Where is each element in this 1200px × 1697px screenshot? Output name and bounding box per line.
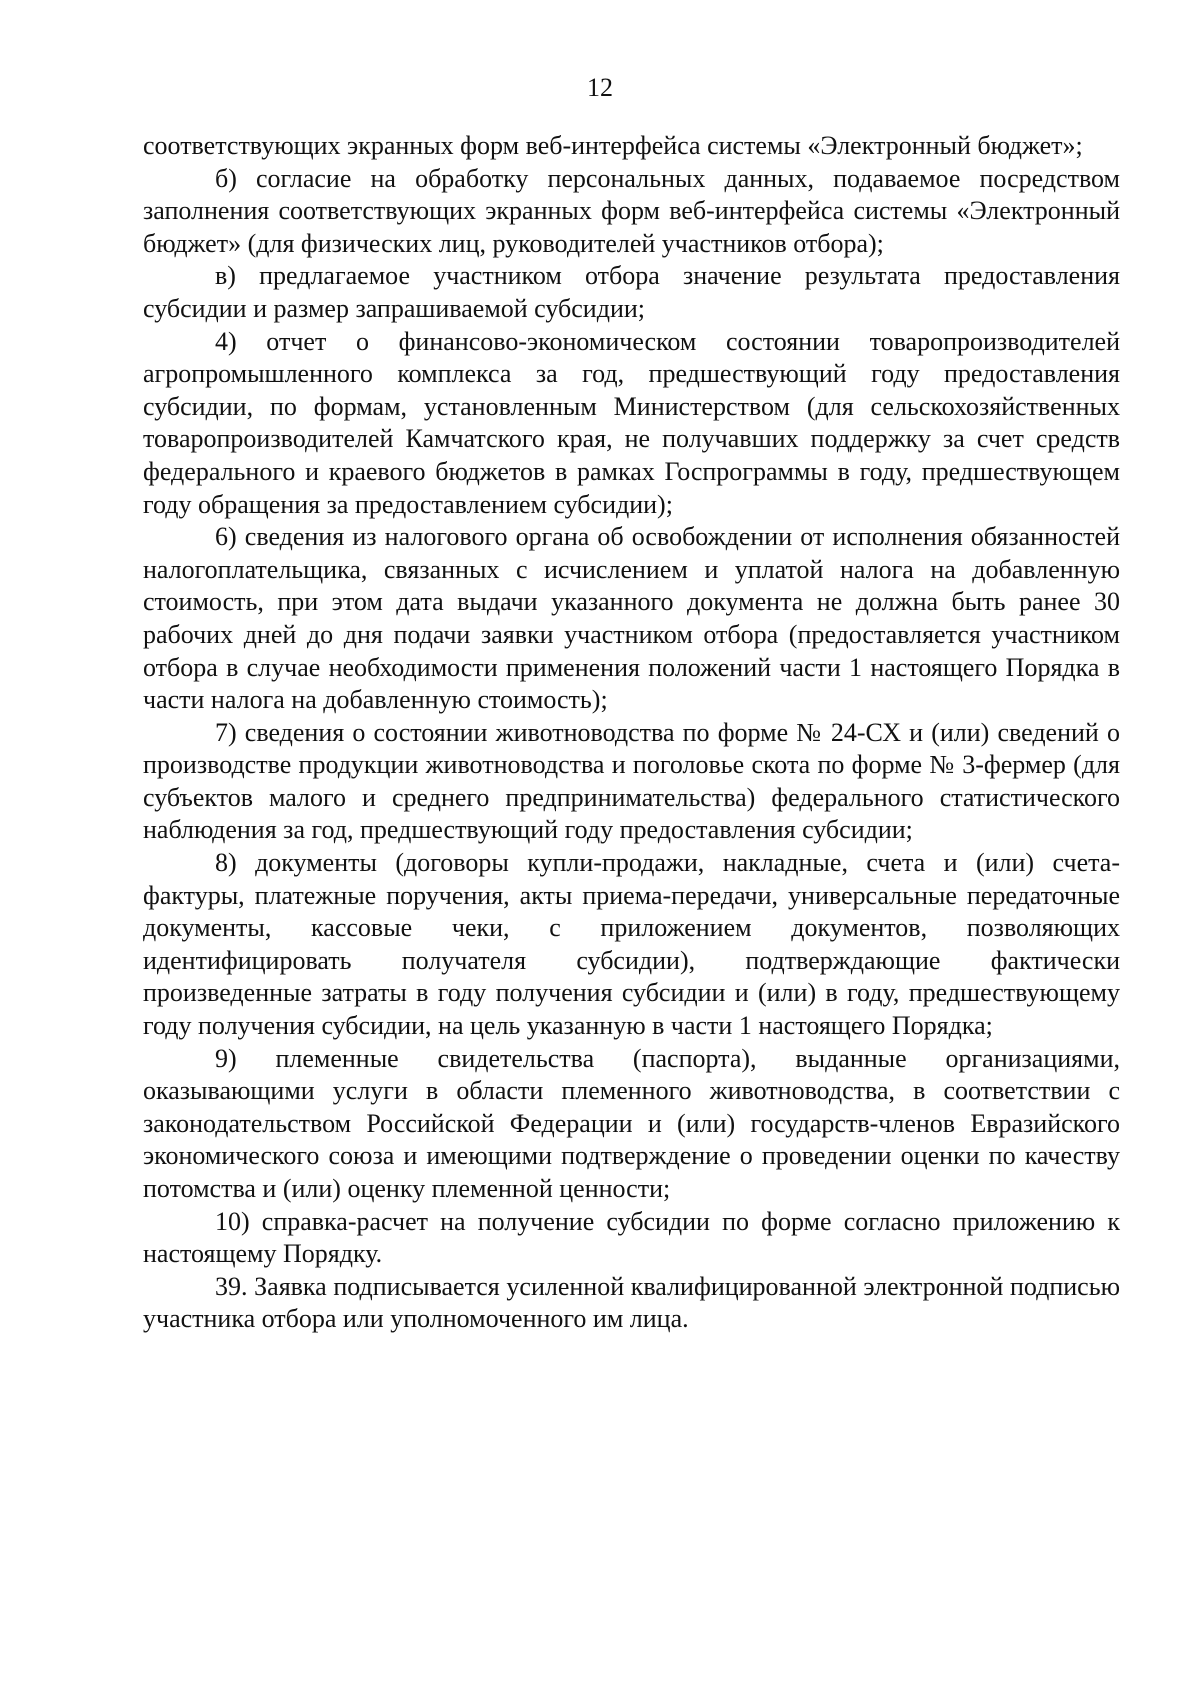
- paragraph-item-6: 6) сведения из налогового органа об освобождении от исполнения обязанностей налогоплательщика, связанных с исчислением и уплатой налога на добавленную стоимость, при этом дата выдачи указанного документа не должна быть ранее 30 рабочих дней до дня подачи заявки участником отбора (предоставляется участником отбора в случае необходимости применения положений части 1 настоящего Порядка в части налога на добавленную стоимость);: [143, 522, 1120, 715]
- paragraph-item-7: 7) сведения о состоянии животноводства по форме № 24-СХ и (или) сведений о производстве продукции животноводства и поголовье скота по форме № 3-фермер (для субъектов малого и среднего предпринимательства) федерального статистического наблюдения за год, предшествующий году предоставления субсидии;: [143, 717, 1120, 845]
- document-body: [143, 130, 1120, 1336]
- paragraph-item-v: в) предлагаемое участником отбора значение результата предоставления субсидии и размер запрашиваемой субсидии;: [143, 261, 1120, 323]
- paragraph-item-10: 10) справка-расчет на получение субсидии по форме согласно приложению к настоящему Порядку.: [143, 1206, 1120, 1269]
- paragraph-item-9: 9) племенные свидетельства (паспорта), выданные организациями, оказывающими услуги в области племенного животноводства, в соответствии с законодательством Российской Федерации и (или) государств-членов Евразийского экономического союза и имеющими подтверждение о проведении оценки по качеству потомства и (или) оценку племенной ценности;: [143, 1043, 1120, 1203]
- paragraph-item-4: 4) отчет о финансово-экономическом состоянии товаропроизводителей агропромышленного комплекса за год, предшествующий году предоставления субсидии, по формам, установленным Министерством (для сельскохозяйственных товаропроизводителей Камчатского края, не получавших поддержку за счет средств федерального и краевого бюджетов в рамках Госпрограммы в году, предшествующем году обращения за предоставлением субсидии);: [143, 326, 1120, 519]
- paragraph-item-39: 39. Заявка подписывается усиленной квалифицированной электронной подписью участника отбора или уполномоченного им лица.: [143, 1271, 1120, 1334]
- paragraph-item-b: б) согласие на обработку персональных данных, подаваемое посредством заполнения соответствующих экранных форм веб-интерфейса системы «Электронный бюджет» (для физических лиц, руководителей участников отбора);: [143, 163, 1120, 258]
- page-number: 12: [587, 73, 613, 102]
- paragraph-continuation: соответствующих экранных форм веб-интерфейса системы «Электронный бюджет»;: [143, 131, 1083, 160]
- paragraph-item-8: 8) документы (договоры купли-продажи, накладные, счета и (или) счета-фактуры, платежные поручения, акты приема-передачи, универсальные передаточные документы, кассовые чеки, с приложением документов, позволяющих идентифицировать получателя субсидии), подтверждающие фактически произведенные затраты в году получения субсидии и (или) в году, предшествующему году получения субсидии, на цель указанную в части 1 настоящего Порядка;: [143, 848, 1120, 1041]
